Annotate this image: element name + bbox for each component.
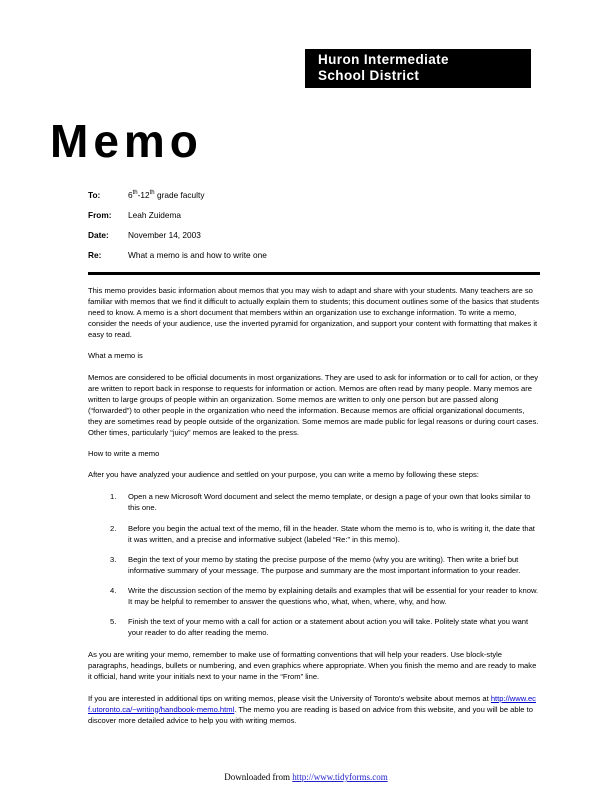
list-item-number: 3. bbox=[110, 554, 117, 564]
memo-body bbox=[88, 285, 540, 736]
field-label-to: To: bbox=[88, 190, 101, 200]
to-grade-start: 6 bbox=[128, 190, 133, 200]
list-item-text: Open a new Microsoft Word document and select the memo template, or design a page of your own that looks similar to this one. bbox=[128, 492, 531, 513]
header-divider-rule bbox=[88, 272, 540, 275]
footer-source-link[interactable]: http://www.tidyforms.com bbox=[292, 772, 388, 782]
field-row-from bbox=[88, 210, 418, 220]
memo-header-fields bbox=[88, 190, 418, 270]
field-value-re: What a memo is and how to write one bbox=[128, 250, 267, 260]
toronto-handbook-link[interactable]: http://www.ecf.utoronto.ca/~writing/handbook-memo.html bbox=[88, 693, 536, 714]
field-label-re: Re: bbox=[88, 250, 102, 260]
closing-paragraph-formatting: As you are writing your memo, remember to make use of formatting conventions that will help your readers. Use block-style paragraphs, headings, bullets or numbering, and even graphics where appropriate. When you finish the memo and are ready to make it official, hand write your initials next to your name in the “From” line. bbox=[88, 650, 537, 682]
list-item-text: Begin the text of your memo by stating the precise purpose of the memo (why you are writing). Then write a brief but informative summary of your message. The purpose and summary are the most important information to your reader. bbox=[128, 554, 521, 575]
letterhead-line-1: Huron Intermediate bbox=[318, 52, 449, 67]
intro-paragraph: This memo provides basic information about memos that you may wish to adapt and share with your students. Many teachers are so familiar with memos that we find it difficult to actually explain them to students; this document outlines some of the basics that students need to know. A memo is a short document that members within an organization use to exchange information. To write a memo, consider the needs of your audience, use the inverted pyramid for organization, and support your content with formatting that makes it easy to read. bbox=[88, 286, 540, 340]
list-item-text: Write the discussion section of the memo by explaining details and examples that will be essential for your reader to know. It may be helpful to remember to answer the questions who, what, when, where, why, and how. bbox=[128, 585, 539, 606]
list-item-number: 4. bbox=[110, 585, 117, 595]
section-paragraph-what-a-memo-is: Memos are considered to be official documents in most organizations. They are used to ask for information or to call for action, or they are written to report back in response to requests for information or action. Memos are often read by many people. Many memos are written to large groups of people within an organization. Some memos are written to only one person but are passed along (“forwarded”) to other people in the organization who need the information. Because memos are official organizational documents, they are sometimes read by people outside of the organization. Some memos are made public for legal reasons or during court cases. Other times, particularly “juicy” memos are leaked to the press. bbox=[88, 372, 539, 438]
to-sup-th-1: th bbox=[132, 190, 138, 197]
letterhead-banner bbox=[305, 49, 531, 88]
steps-list bbox=[88, 491, 540, 638]
list-item-number: 2. bbox=[110, 523, 117, 533]
to-grade-mid: -12 bbox=[137, 190, 150, 200]
resources-text-after-link: . The memo you are reading is based on advice from this website, and you will be able to discover more detailed advice to help you with writing memos. bbox=[88, 704, 533, 725]
to-grade-end: grade faculty bbox=[154, 190, 205, 200]
section-heading-how-to-write-a-memo: How to write a memo bbox=[88, 449, 160, 459]
letterhead-line-2: School District bbox=[318, 68, 420, 83]
list-item bbox=[88, 585, 540, 607]
field-label-from: From: bbox=[88, 210, 112, 220]
section-lead-how-to-write-a-memo: After you have analyzed your audience and settled on your purpose, you can write a memo by following these steps: bbox=[88, 470, 479, 480]
list-item bbox=[88, 554, 540, 576]
list-item bbox=[88, 616, 540, 638]
list-item-number: 1. bbox=[110, 492, 117, 502]
list-item-text: Before you begin the actual text of the memo, fill in the header. State whom the memo is to, who is writing it, the date that it was written, and a precise and informative subject (labeled “Re:” in this memo). bbox=[128, 523, 535, 544]
field-row-date bbox=[88, 230, 418, 240]
footer-prefix-text: Downloaded from bbox=[224, 772, 293, 782]
field-value-date: November 14, 2003 bbox=[128, 230, 201, 240]
field-label-date: Date: bbox=[88, 230, 109, 240]
list-item bbox=[88, 523, 540, 545]
to-sup-th-2: th bbox=[149, 190, 155, 197]
field-row-to bbox=[88, 190, 418, 200]
section-heading-what-a-memo-is: What a memo is bbox=[88, 351, 143, 361]
field-value-to bbox=[128, 190, 418, 200]
list-item-number: 5. bbox=[110, 617, 117, 627]
list-item-text: Finish the text of your memo with a call for action or a statement about action you will take. Politely state what you want your reader to do after reading the memo. bbox=[128, 617, 529, 638]
closing-paragraph-resources bbox=[88, 693, 540, 726]
resources-text-before-link: If you are interested in additional tips on writing memos, please visit the University of Toronto’s website about memos at bbox=[88, 693, 491, 703]
field-row-re bbox=[88, 250, 418, 260]
page-footer bbox=[0, 771, 612, 783]
field-value-from: Leah Zuidema bbox=[128, 210, 182, 220]
page-title: Memo bbox=[50, 115, 203, 167]
list-item bbox=[88, 491, 540, 513]
